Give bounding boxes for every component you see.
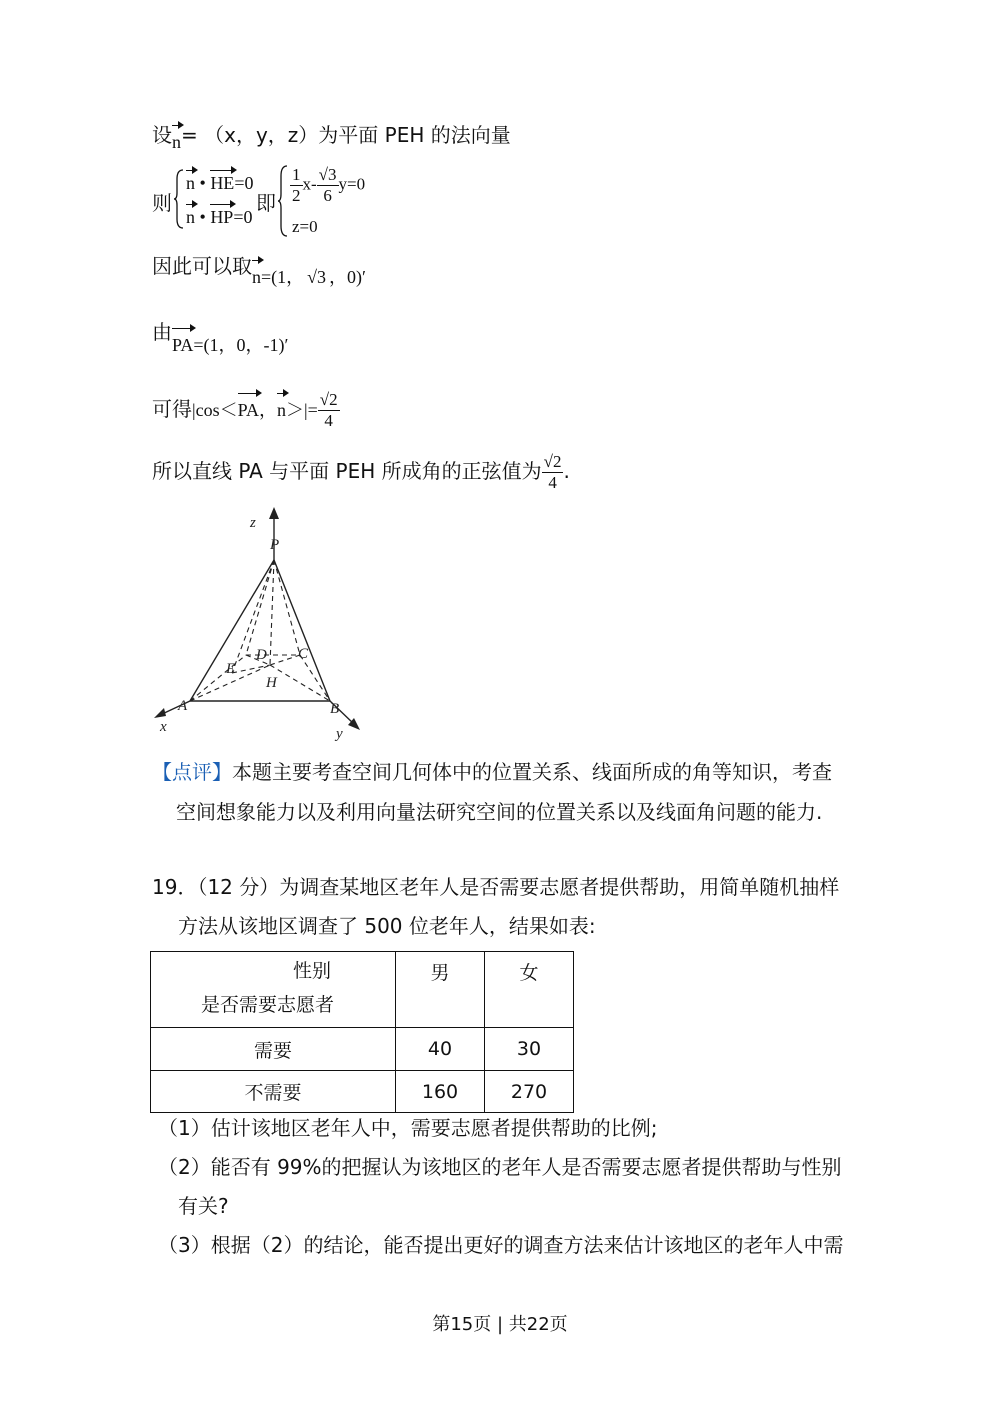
system-equation-1: $\frac{1}{2}$ x- $\frac{√3}{6}$ y=0 (292, 165, 366, 205)
problem-line-2: 方法从该地区调查了 500 位老年人，结果如表: (178, 914, 596, 938)
label-z: z (250, 515, 256, 531)
line-vector-pa: 由PA=(1，0，-1)′ (152, 318, 288, 347)
label-b: B (330, 701, 340, 717)
label-p: P (270, 537, 280, 553)
line-cosine: 可得|cos＜PA，n＞|= $\frac{√2}{4}$ (152, 390, 338, 430)
left-brace-2 (278, 165, 288, 237)
line-conclusion: 所以直线 PA 与平面 PEH 所成角的正弦值为 $\frac{√2}{4}$ . (152, 452, 570, 492)
label-h: H (266, 675, 277, 691)
survey-table (150, 951, 574, 1113)
vector-n: n (172, 128, 181, 156)
column-male: 男 (396, 952, 485, 1028)
comment-line-1: 【点评】本题主要考查空间几何体中的位置关系、线面所成的角等知识，考查 (152, 760, 832, 784)
table-header-row (151, 952, 574, 1028)
vector-pa: PA (172, 331, 193, 359)
label-c: C (298, 646, 309, 662)
comment-line-2: 空间想象能力以及利用向量法研究空间的位置关系以及线面角问题的能力. (176, 800, 823, 824)
question-3: （3）根据（2）的结论，能否提出更好的调查方法来估计该地区的老年人中需 (158, 1233, 844, 1257)
label-x: x (160, 719, 167, 735)
line-normal-vector: 设n= （x，y，z）为平面 PEH 的法向量 (152, 121, 511, 150)
problem-line-1: 19．（12 分）为调查某地区老年人是否需要志愿者提供帮助，用简单随机抽样 (152, 875, 840, 899)
comment-tag: 【点评】 (152, 760, 232, 784)
page-footer: 第15页 | 共22页 (432, 1314, 568, 1335)
equation-system: 则 n • HE=0 n • HP=0 即 $\frac{1}{2}$ x- $\frac{√3}{6}$ y=0 z=0 (152, 165, 366, 236)
question-2: （2）能否有 99%的把握认为该地区的老年人是否需要志愿者提供帮助与性别 (158, 1155, 842, 1179)
line-take-n: 因此可以取n=(1， √3 ，0)′ (152, 252, 366, 281)
label-d: D (256, 647, 267, 663)
pyramid-figure (150, 505, 380, 745)
equation-1: n • HE=0 (186, 173, 254, 193)
equation-2: n • HP=0 (186, 207, 253, 227)
table-row: 需要 40 30 (151, 1028, 574, 1071)
label-a: A (178, 698, 188, 714)
label-y: y (336, 726, 343, 742)
table-corner-cell: 性别 是否需要志愿者 (151, 952, 396, 1028)
system-equation-2: z=0 (292, 217, 318, 236)
table-row: 不需要 160 270 (151, 1071, 574, 1113)
vector-n: n (252, 263, 261, 291)
label-e: E (226, 661, 236, 677)
question-2-cont: 有关? (178, 1194, 229, 1218)
column-female: 女 (485, 952, 574, 1028)
question-1: （1）估计该地区老年人中，需要志愿者提供帮助的比例; (158, 1116, 658, 1140)
left-brace-1 (174, 169, 184, 229)
